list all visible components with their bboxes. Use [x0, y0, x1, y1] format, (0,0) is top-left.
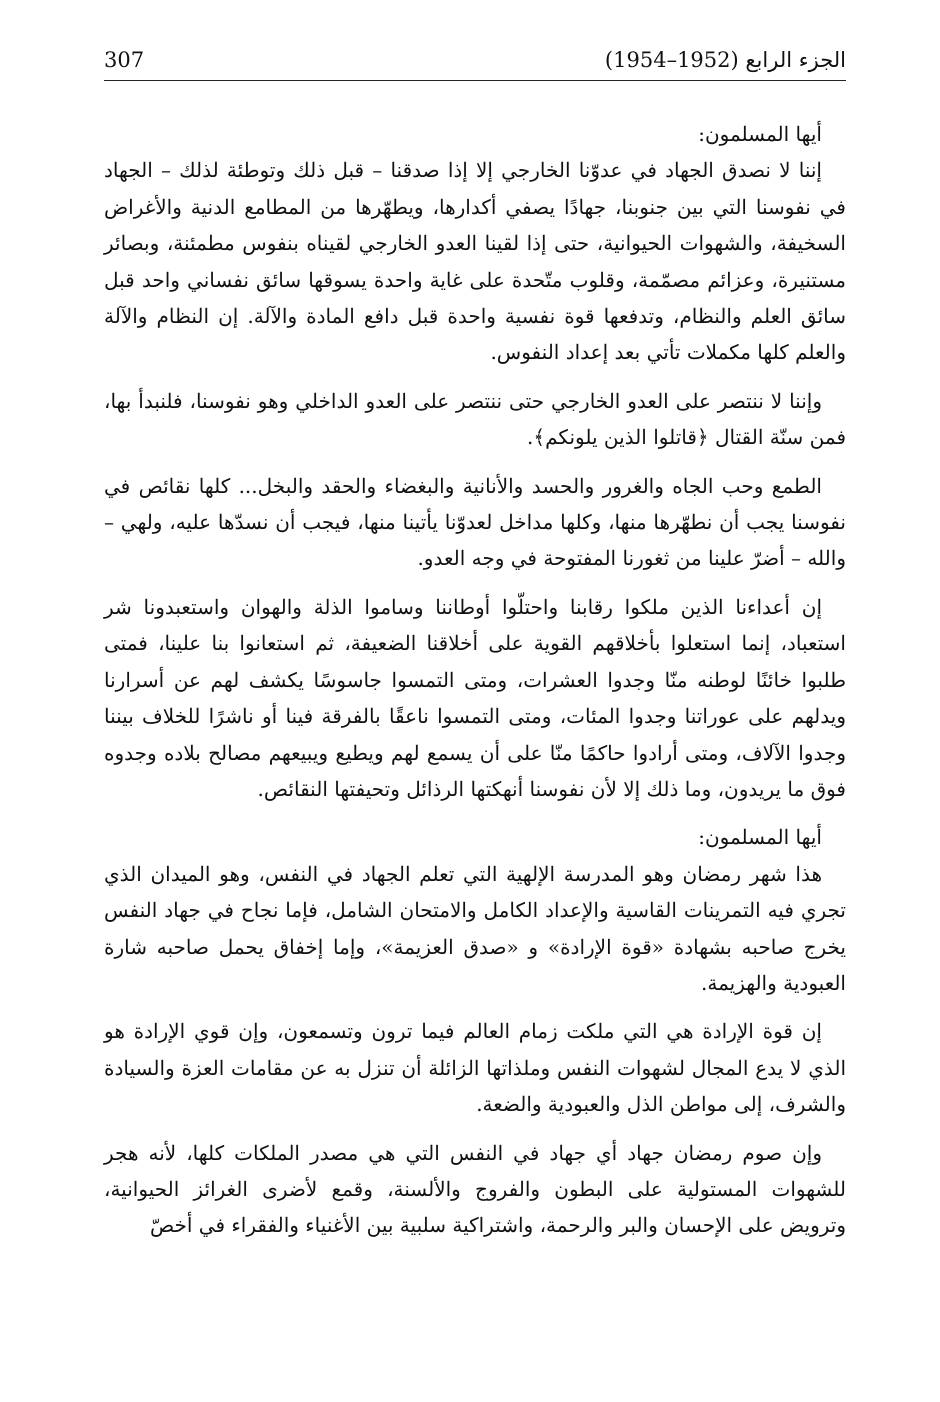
header-rule [104, 80, 846, 81]
page-number: 307 [104, 48, 145, 72]
paragraph: إن أعداءنا الذين ملكوا رقابنا واحتلّوا أوطاننا وساموا الذلة والهوان واستعبدونا شر استعباد، إنما استعلوا بأخلاقهم القوية على أخلاقنا الضعيفة، ثم استعانوا بنا علينا، فمتى طلبوا خائنًا لوطنه منّا وجدوا العشرات، ومتى التمسوا جاسوسًا يكشف لهم عن أسرارنا ويدلهم على عوراتنا وجدوا المئات، ومتى التمسوا ناعقًا بالفرقة فينا أو ناشرًا للخلاف بيننا وجدوا الآلاف، ومتى أرادوا حاكمًا منّا على أن يسمع لهم ويطيع ويبيعهم مصالح بلاده وجدوه فوق ما يريدون، وما ذلك إلا لأن نفوسنا أنهكتها الرذائل وتحيفتها النقائص. [104, 594, 846, 801]
paragraph: وإن صوم رمضان جهاد أي جهاد في النفس التي هي مصدر الملكات كلها، لأنه هجر للشهوات المستولية على البطون والفروج والألسنة، وقمع لأضرى الغرائز الحيوانية، وترويض على الإحسان والبر والرحمة، واشتراكية سلبية بين الأغنياء والفقراء في أخصّ [104, 1140, 846, 1238]
running-head: الجزء الرابع (1952–1954) [604, 48, 846, 72]
paragraph: الطمع وحب الجاه والغرور والحسد والأنانية والبغضاء والحقد والبخل... كلها نقائص في نفوسنا يجب أن نطهّرها منها، وكلها مداخل لعدوّنا يأتينا منها، فيجب أن نسدّها عليه، ولهي – والله – أضرّ علينا من ثغورنا المفتوحة في وجه العدو. [104, 473, 846, 571]
page-header [104, 46, 846, 80]
paragraph: إننا لا نصدق الجهاد في عدوّنا الخارجي إلا إذا صدقنا – قبل ذلك وتوطئة لذلك – الجهاد في نفوسنا التي بين جنوبنا، جهادًا يصفي أكدارها، ويطهّرها من المطامع الدنية والأغراض السخيفة، والشهوات الحيوانية، حتى إذا لقينا العدو الخارجي لقيناه بنفوس مطمئنة، وبصائر مستنيرة، وعزائم مصمّمة، وقلوب متّحدة على غاية واحدة يسوقها سائق نفساني واحد قبل سائق العلم والنظام، وتدفعها قوة نفسية واحدة قبل دافع المادة والآلة. إن النظام والآلة والعلم كلها مكملات تأتي بعد إعداد النفوس. [104, 158, 846, 365]
page-body [104, 116, 846, 1256]
paragraph: إن قوة الإرادة هي التي ملكت زمام العالم فيما ترون وتسمعون، وإن قوي الإرادة هو الذي لا يدع المجال لشهوات النفس وملذاتها الزائلة أن تنزل به عن مقامات العزة والسيادة والشرف، إلى مواطن الذل والعبودية والضعة. [104, 1019, 846, 1117]
paragraph: وإننا لا ننتصر على العدو الخارجي حتى ننتصر على العدو الداخلي وهو نفوسنا، فلنبدأ بها، فمن سنّة القتال ﴿قاتلوا الذين يلونكم﴾. [104, 388, 846, 450]
paragraph: هذا شهر رمضان وهو المدرسة الإلهية التي تعلم الجهاد في النفس، وهو الميدان الذي تجري فيه التمرينات القاسية والإعداد الكامل والامتحان الشامل، فإما نجاح في جهاد النفس يخرج صاحبه بشهادة «قوة الإرادة» و «صدق العزيمة»، وإما إخفاق يحمل صاحبه شارة العبودية والهزيمة. [104, 861, 846, 995]
section-heading: أيها المسلمون: [698, 122, 822, 146]
section-heading: أيها المسلمون: [698, 825, 822, 850]
